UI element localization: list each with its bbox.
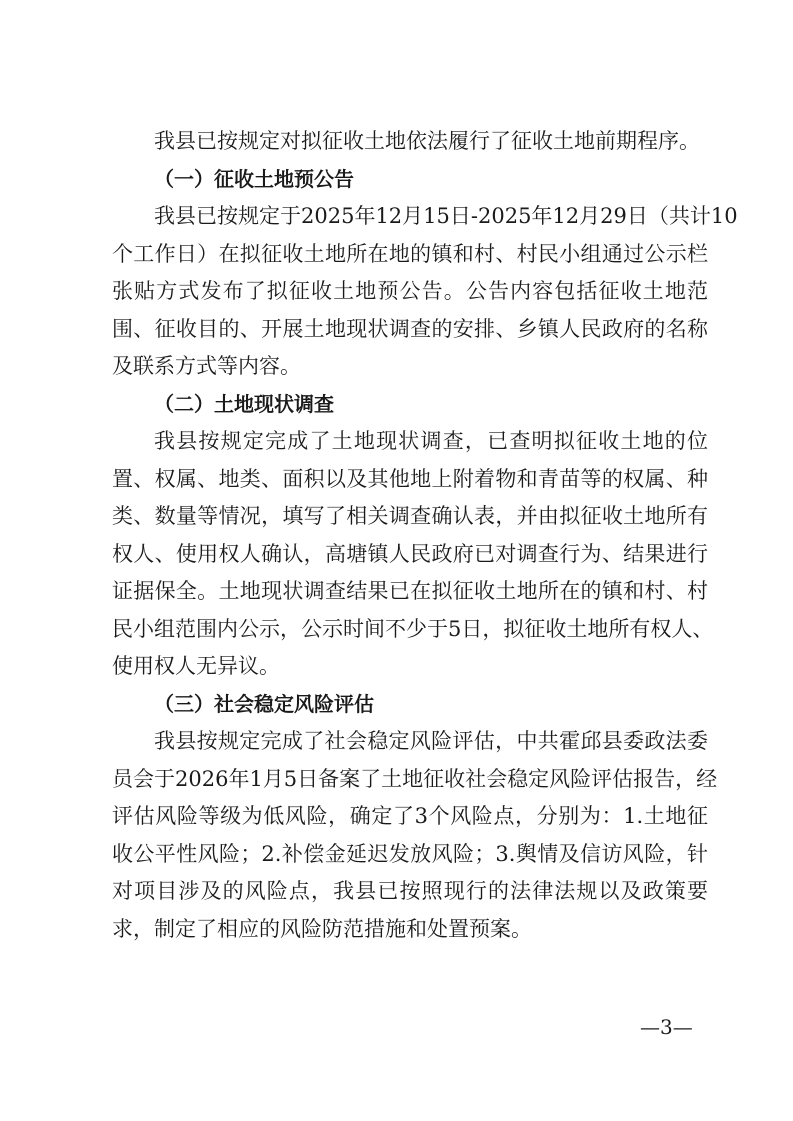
section-1-line: 张贴方式发布了拟征收土地预公告。公告内容包括征收土地范 [112,279,708,303]
section-3-line: 员会于2026年1月5日备案了土地征收社会稳定风险评估报告，经 [112,766,718,791]
section-1-line: 及联系方式等内容。 [112,354,301,378]
section-2-line: 证据保全。土地现状调查结果已在拟征收土地所在的镇和村、村 [112,579,708,603]
section-1-line: 我县已按规定于2025年12月15日-2025年12月29日（共计10 [154,204,738,228]
section-2-line: 民小组范围内公示，公示时间不少于5日，拟征收土地所有权人、 [112,616,714,641]
section-2-line: 权人、使用权人确认，高塘镇人民政府已对调查行为、结果进行 [112,541,708,566]
section-3-line: 评估风险等级为低风险，确定了3个风险点，分别为：1.土地征 [112,804,708,828]
section-3-line: 我县按规定完成了社会稳定风险评估，中共霍邱县委政法委 [154,729,708,753]
section-3-line: 收公平性风险；2.补偿金延迟发放风险；3.舆情及信访风险，针 [112,841,708,866]
section-3-line: 对项目涉及的风险点，我县已按照现行的法律法规以及政策要 [112,879,708,903]
intro-paragraph: 我县已按规定对拟征收土地依法履行了征收土地前期程序。 [154,129,700,153]
section-2-line: 使用权人无异议。 [112,654,280,678]
section-1-line: 个工作日）在拟征收土地所在地的镇和村、村民小组通过公示栏 [112,241,708,266]
section-3-line: 求，制定了相应的风险防范措施和处置预案。 [112,916,532,941]
section-2-line: 类、数量等情况，填写了相关调查确认表，并由拟征收土地所有 [112,504,708,528]
section-heading-2: （二）土地现状调查 [154,391,334,416]
page-number: —3— [640,1015,693,1039]
section-2-line: 我县按规定完成了土地现状调查，已查明拟征收土地的位 [154,429,708,453]
section-heading-1: （一）征收土地预公告 [154,166,354,191]
document-body [112,123,738,948]
section-heading-3: （三）社会稳定风险评估 [154,691,374,716]
section-2-line: 置、权属、地类、面积以及其他地上附着物和青苗等的权属、种 [112,466,708,491]
section-1-line: 围、征收目的、开展土地现状调查的安排、乡镇人民政府的名称 [112,316,708,341]
